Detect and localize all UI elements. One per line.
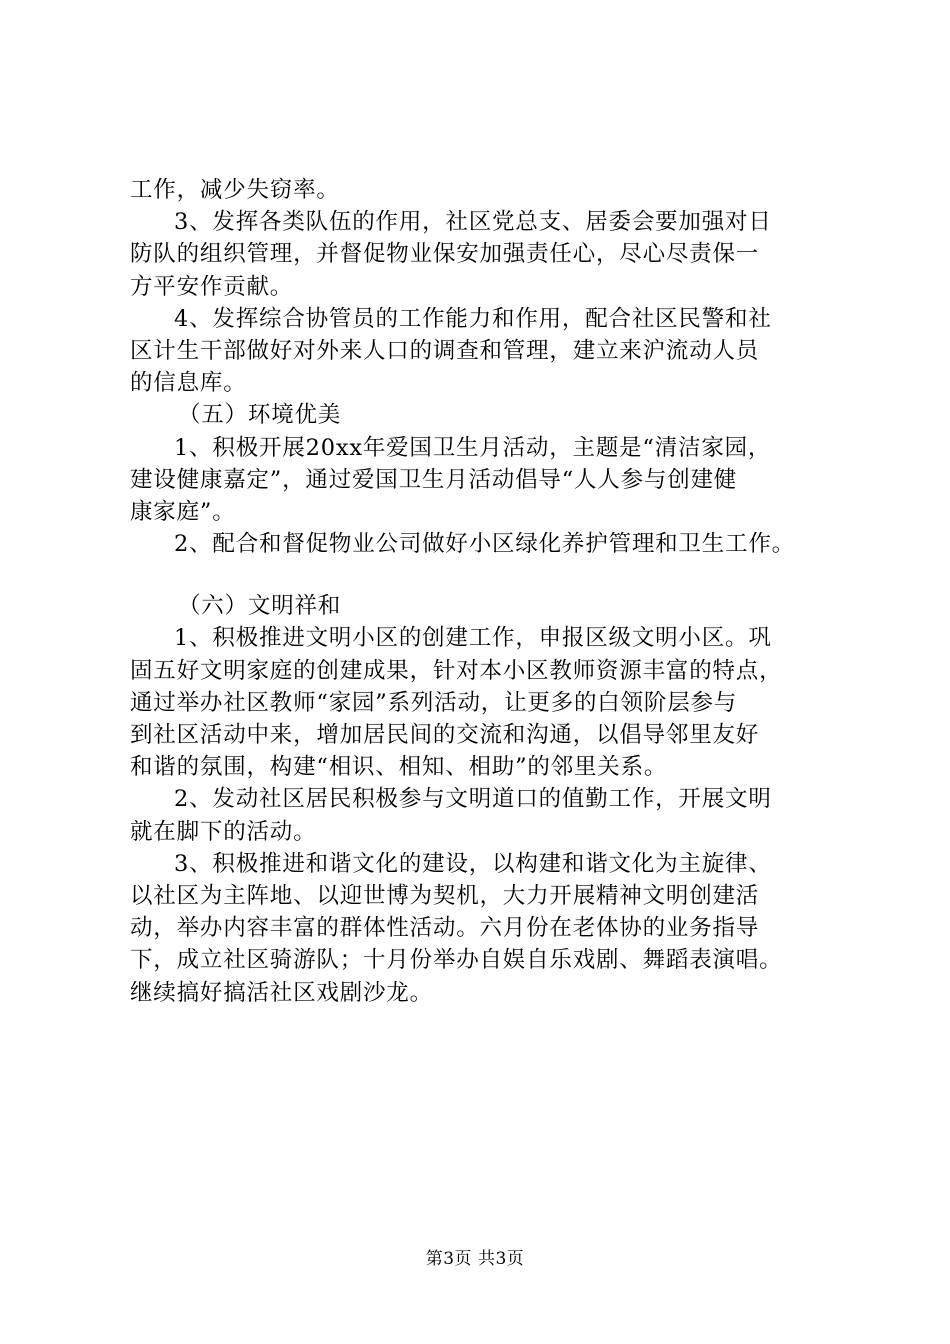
- text-line: 的信息库。: [130, 370, 247, 397]
- text-line: 工作，减少失窃率。: [130, 177, 340, 203]
- text-line: 康家庭”。: [130, 498, 236, 525]
- text-line: 方平安作贡献。: [130, 273, 294, 300]
- text-line: 2、配合和督促物业公司做好小区绿化养护管理和卫生工作。: [174, 531, 795, 558]
- text-line: 到社区活动中来，增加居民间的交流和沟通，以倡导邻里友好: [130, 722, 760, 748]
- text-line: 通过举办社区教师“家园”系列活动，让更多的白领阶层参与: [130, 689, 738, 716]
- paragraph-gap: [130, 560, 850, 590]
- text-line: 1、积极推进文明小区的创建工作，申报区级文明小区。巩: [174, 625, 772, 652]
- text-line: 就在脚下的活动。: [130, 818, 317, 845]
- text-line: 4、发挥综合协管员的工作能力和作用，配合社区民警和社: [174, 305, 772, 332]
- text-line: 1、积极开展20xx年爱国卫生月活动，主题是“清洁家园，: [174, 434, 772, 461]
- text-line: 下，成立社区骑游队；十月份举办自娱自乐戏剧、舞蹈表演唱。: [130, 947, 783, 974]
- text-line: 3、发挥各类队伍的作用，社区党总支、居委会要加强对日: [174, 209, 772, 236]
- text-line: 3、积极推进和谐文化的建设，以构建和谐文化为主旋律、: [174, 850, 772, 877]
- section-heading: （六）文明祥和: [178, 593, 342, 620]
- document-body: [130, 174, 850, 1009]
- text-line: 动，举办内容丰富的群体性活动。六月份在老体协的业务指导: [130, 915, 760, 942]
- text-line: 和谐的氛围，构建“相识、相知、相助”的邻里关系。: [130, 754, 668, 781]
- text-line: 以社区为主阵地、以迎世博为契机，大力开展精神文明创建活: [130, 882, 760, 909]
- section-heading: （五）环境优美: [178, 402, 342, 429]
- text-line: 继续搞好搞活社区戏剧沙龙。: [130, 979, 433, 1006]
- page-footer: 第3页 共3页: [425, 1249, 525, 1269]
- text-line: 建设健康嘉定”，通过爱国卫生月活动倡导“人人参与创建健: [130, 466, 738, 493]
- text-line: 区计生干部做好对外来人口的调查和管理，建立来沪流动人员: [130, 337, 760, 364]
- text-line: 防队的组织管理，并督促物业保安加强责任心，尽心尽责保一: [130, 241, 760, 268]
- text-line: 2、发动社区居民积极参与文明道口的值勤工作，开展文明: [174, 786, 772, 813]
- text-line: 固五好文明家庭的创建成果，针对本小区教师资源丰富的特点，: [130, 657, 783, 684]
